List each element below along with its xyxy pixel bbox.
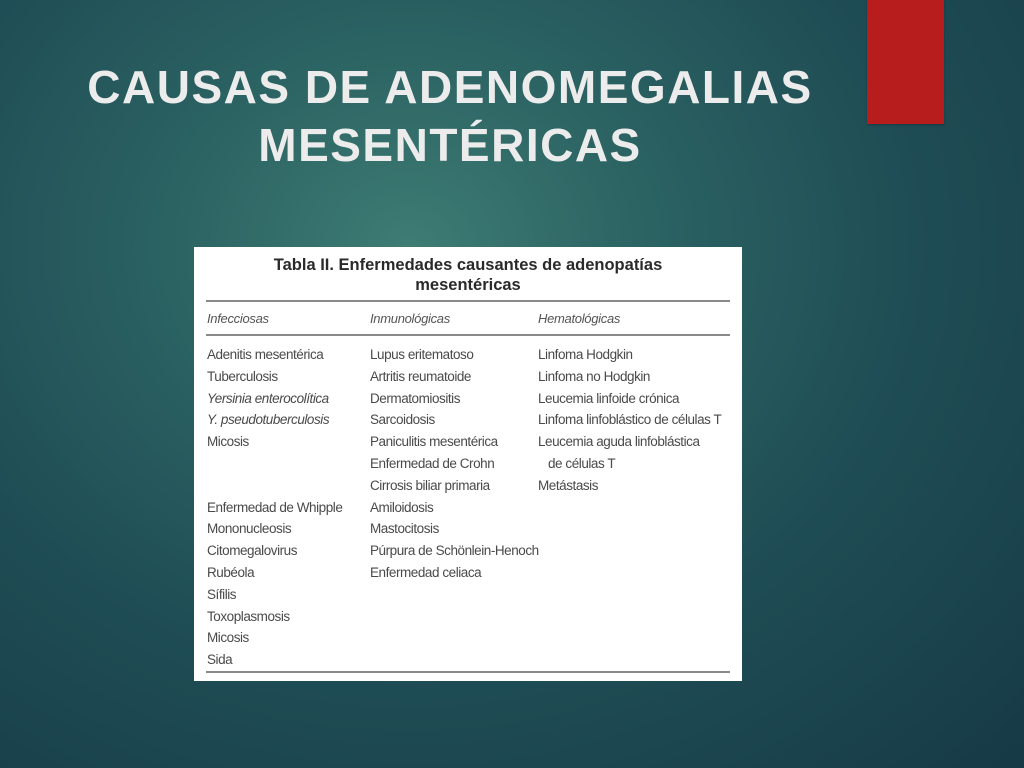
list-item: Leucemia aguda linfoblástica — [538, 434, 700, 450]
slide-title — [60, 58, 840, 174]
list-item: Enfermedad de Whipple — [207, 499, 343, 515]
list-item: Tuberculosis — [207, 368, 278, 384]
list-item: de células T — [548, 455, 616, 471]
header-infecciosas: Infecciosas — [207, 311, 269, 326]
slide-title-line-2: MESENTÉRICAS — [258, 119, 642, 171]
list-item: Citomegalovirus — [207, 543, 298, 559]
table-header-rule — [206, 334, 730, 336]
list-item: Amiloidosis — [370, 499, 434, 515]
list-item: Metástasis — [538, 477, 599, 493]
table-bottom-rule — [206, 671, 730, 673]
list-item: Adenitis mesentérica — [207, 347, 324, 362]
accent-bar — [867, 0, 944, 124]
list-spacer — [207, 475, 342, 497]
list-item: Lupus eritematoso — [370, 347, 474, 362]
list-item: Linfoma Hodgkin — [538, 347, 633, 362]
column-inmunologicas — [370, 344, 539, 584]
list-item: Mononucleosis — [207, 521, 292, 537]
header-hematologicas: Hematológicas — [538, 311, 621, 326]
list-item: Sarcoidosis — [370, 412, 435, 428]
list-item: Rubéola — [207, 564, 255, 580]
list-item: Sida — [207, 652, 233, 668]
table-caption-line-1: Tabla II. Enfermedades causantes de adenopatías — [273, 256, 663, 274]
table-figure — [194, 247, 742, 681]
slide-title-line-1: CAUSAS DE ADENOMEGALIAS — [87, 61, 813, 113]
list-item: Yersinia enterocolítica — [207, 390, 329, 406]
list-item: Micosis — [207, 434, 249, 450]
column-hematologicas — [538, 344, 721, 497]
list-item: Sífilis — [207, 586, 237, 602]
table-caption-line-2: mesentéricas — [415, 276, 521, 294]
column-infecciosas — [207, 344, 342, 671]
list-item: Cirrosis biliar primaria — [370, 477, 490, 493]
list-item: Enfermedad de Crohn — [370, 455, 495, 471]
list-item: Enfermedad celiaca — [370, 564, 482, 580]
table-top-rule — [206, 300, 730, 302]
list-item: Linfoma no Hodgkin — [538, 368, 650, 384]
header-inmunologicas: Inmunológicas — [370, 311, 450, 326]
list-item: Toxoplasmosis — [207, 608, 290, 624]
list-item: Linfoma linfoblástico de células T — [538, 412, 722, 428]
list-item: Púrpura de Schönlein-Henoch — [370, 543, 539, 559]
list-spacer — [207, 453, 342, 475]
table-caption — [194, 255, 742, 295]
list-item: Artritis reumatoide — [370, 368, 471, 384]
list-item: Mastocitosis — [370, 521, 439, 537]
list-item: Dermatomiositis — [370, 390, 461, 406]
list-item: Y. pseudotuberculosis — [207, 412, 330, 428]
list-item: Micosis — [207, 630, 249, 646]
list-item: Paniculitis mesentérica — [370, 434, 498, 450]
list-item: Leucemia linfoide crónica — [538, 390, 680, 406]
